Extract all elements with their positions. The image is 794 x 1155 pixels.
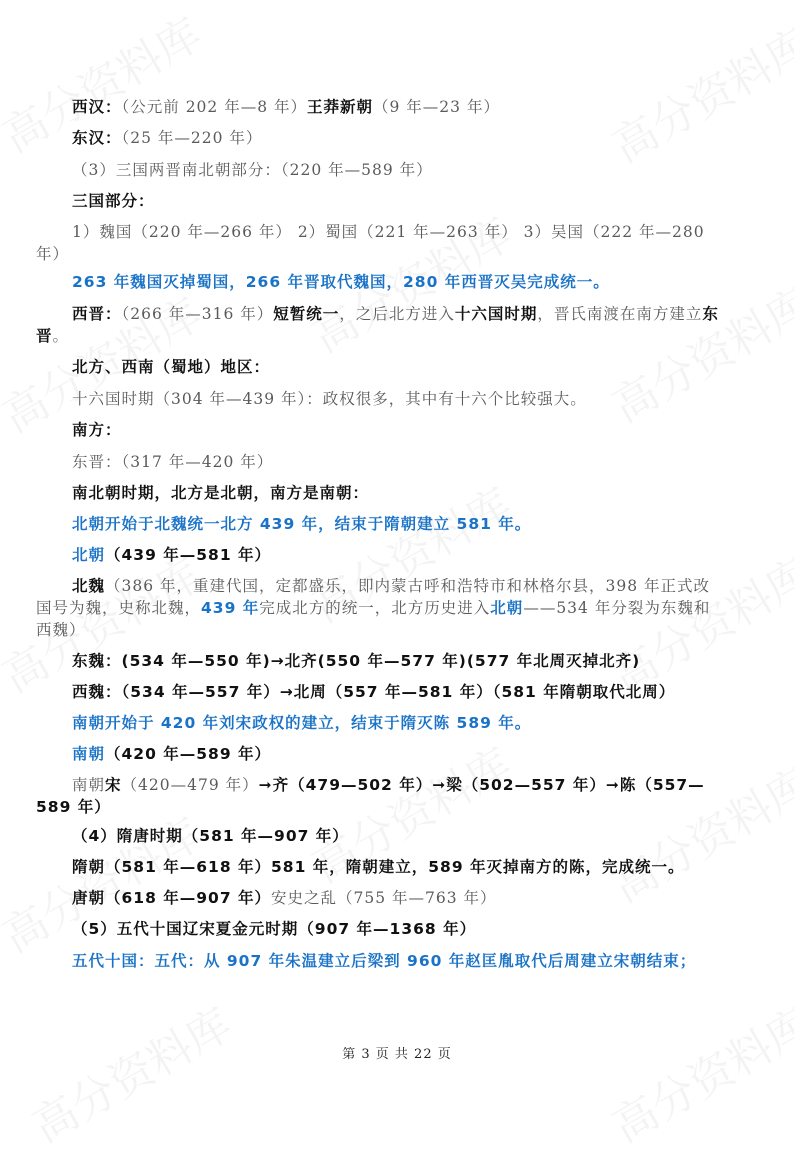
line-western-han [72, 96, 722, 118]
text: ，晋氏南渡在南方建立 [537, 305, 703, 323]
text: 十六国时期（304 年—439 年）：政权很多，其中有十六个比较强大。 [72, 390, 587, 408]
text: （386 年，重建代国，定都盛乐，即内蒙古呼和浩特市和林格尔县，398 年正式改国号为魏，史称北魏， [36, 577, 711, 617]
line-northern-dynasties [72, 544, 722, 566]
highlight: 南朝开始于 420 年刘宋政权的建立，结束于隋灭陈 589 年。 [72, 714, 532, 732]
highlight: 南朝 [72, 745, 106, 763]
term: 隋朝（581 年—618 年）581 年，隋朝建立，589 年灭掉南方的陈，完成统一。 [72, 858, 685, 876]
line-northern-wei [36, 575, 722, 641]
line-unification [72, 271, 722, 293]
text: （266 年—316 年） [121, 305, 274, 323]
term: 唐朝（618 年—907 年） [72, 889, 272, 907]
line-section-4 [72, 825, 722, 847]
term: 北方、西南（蜀地）地区： [72, 358, 271, 376]
term: 东汉： [72, 129, 122, 147]
term: （420 年—589 年） [105, 745, 272, 763]
line-section-5 [72, 918, 722, 940]
line-north-southwest [72, 356, 722, 378]
watermark [19, 989, 242, 1154]
line-eastern-wei [72, 650, 722, 672]
term: （4）隋唐时期（581 年—907 年） [72, 827, 349, 845]
text: （公元前 202 年—8 年） [121, 98, 307, 116]
line-southern-dynasties [72, 743, 722, 765]
line-south [72, 419, 722, 441]
watermark [599, 989, 794, 1154]
term: 短暂统一 [273, 305, 340, 323]
line-nanbeichao [72, 482, 722, 504]
term: 南方： [72, 421, 122, 439]
term: （439 年—581 年） [105, 546, 272, 564]
line-three-kingdoms [36, 221, 722, 265]
term: 王莽新朝 [307, 98, 374, 116]
line-five-dynasties [36, 950, 722, 972]
line-eastern-jin [72, 451, 722, 473]
term: 东晋 [36, 305, 719, 345]
watermark [599, 9, 794, 174]
term: 三国部分： [72, 192, 155, 210]
term: 宋 [105, 776, 122, 794]
term: 西晋： [72, 305, 122, 323]
highlight: 北朝 [72, 546, 106, 564]
line-song-qi-liang-chen [36, 774, 722, 818]
highlight: 北朝开始于北魏统一北方 439 年，结束于隋朝建立 581 年。 [72, 515, 532, 533]
text: 安史之乱（755 年—763 年） [271, 889, 497, 907]
line-tang [72, 887, 722, 909]
text: （3）三国两晋南北朝部分：（220 年—589 年） [72, 161, 433, 179]
line-western-wei [72, 681, 722, 703]
text: 南朝 [72, 776, 106, 794]
term: 西魏：（534 年—557 年）→北周（557 年—581 年）（581 年隋朝取代北周） [72, 683, 676, 701]
text: （9 年—23 年） [373, 98, 500, 116]
line-eastern-han [72, 127, 722, 149]
term: ➞齐（479—502 年）➞梁（502—557 年）➞陈（557—589 年） [36, 776, 705, 816]
term: 十六国时期 [454, 305, 538, 323]
term: 东魏：(534 年—550 年)→北齐(550 年—577 年)(577 年北周灭掉北齐) [72, 652, 641, 670]
text: 完成北方的统一，北方历史进入 [259, 599, 491, 617]
line-southern-dynasties-note [72, 712, 722, 734]
text: （420—479 年） [121, 776, 259, 794]
term: 南北朝时期，北方是北朝，南方是南朝： [72, 484, 370, 502]
text: 。 [52, 327, 70, 345]
text: 1）魏国（220 年—266 年） 2）蜀国（221 年—263 年） 3）吴国（222 年—280 年） [36, 223, 705, 263]
highlight: 439 年 [201, 599, 260, 617]
text: ，之后北方进入 [339, 305, 455, 323]
line-sixteen-kingdoms [72, 388, 722, 410]
line-sui [72, 856, 722, 878]
line-three-kingdoms-heading [72, 190, 722, 212]
line-section-3 [72, 159, 722, 181]
line-western-jin [36, 303, 722, 347]
term: （5）五代十国辽宋夏金元时期（907 年—1368 年） [72, 920, 477, 938]
line-northern-dynasties-note [72, 513, 722, 535]
text: （25 年—220 年） [121, 129, 263, 147]
term: 北魏 [72, 577, 106, 595]
text: ——534 年分裂为东魏和西魏） [36, 599, 711, 639]
text: 东晋：（317 年—420 年） [72, 453, 274, 471]
highlight: 五代十国：五代：从 907 年朱温建立后梁到 960 年赵匡胤取代后周建立宋朝结束； [72, 952, 697, 970]
term: 西汉： [72, 98, 122, 116]
highlight: 263 年魏国灭掉蜀国，266 年晋取代魏国，280 年西晋灭吴完成统一。 [72, 273, 610, 291]
highlight: 北朝 [490, 599, 524, 617]
page-footer: 第 3 页 共 22 页 [342, 1047, 452, 1062]
